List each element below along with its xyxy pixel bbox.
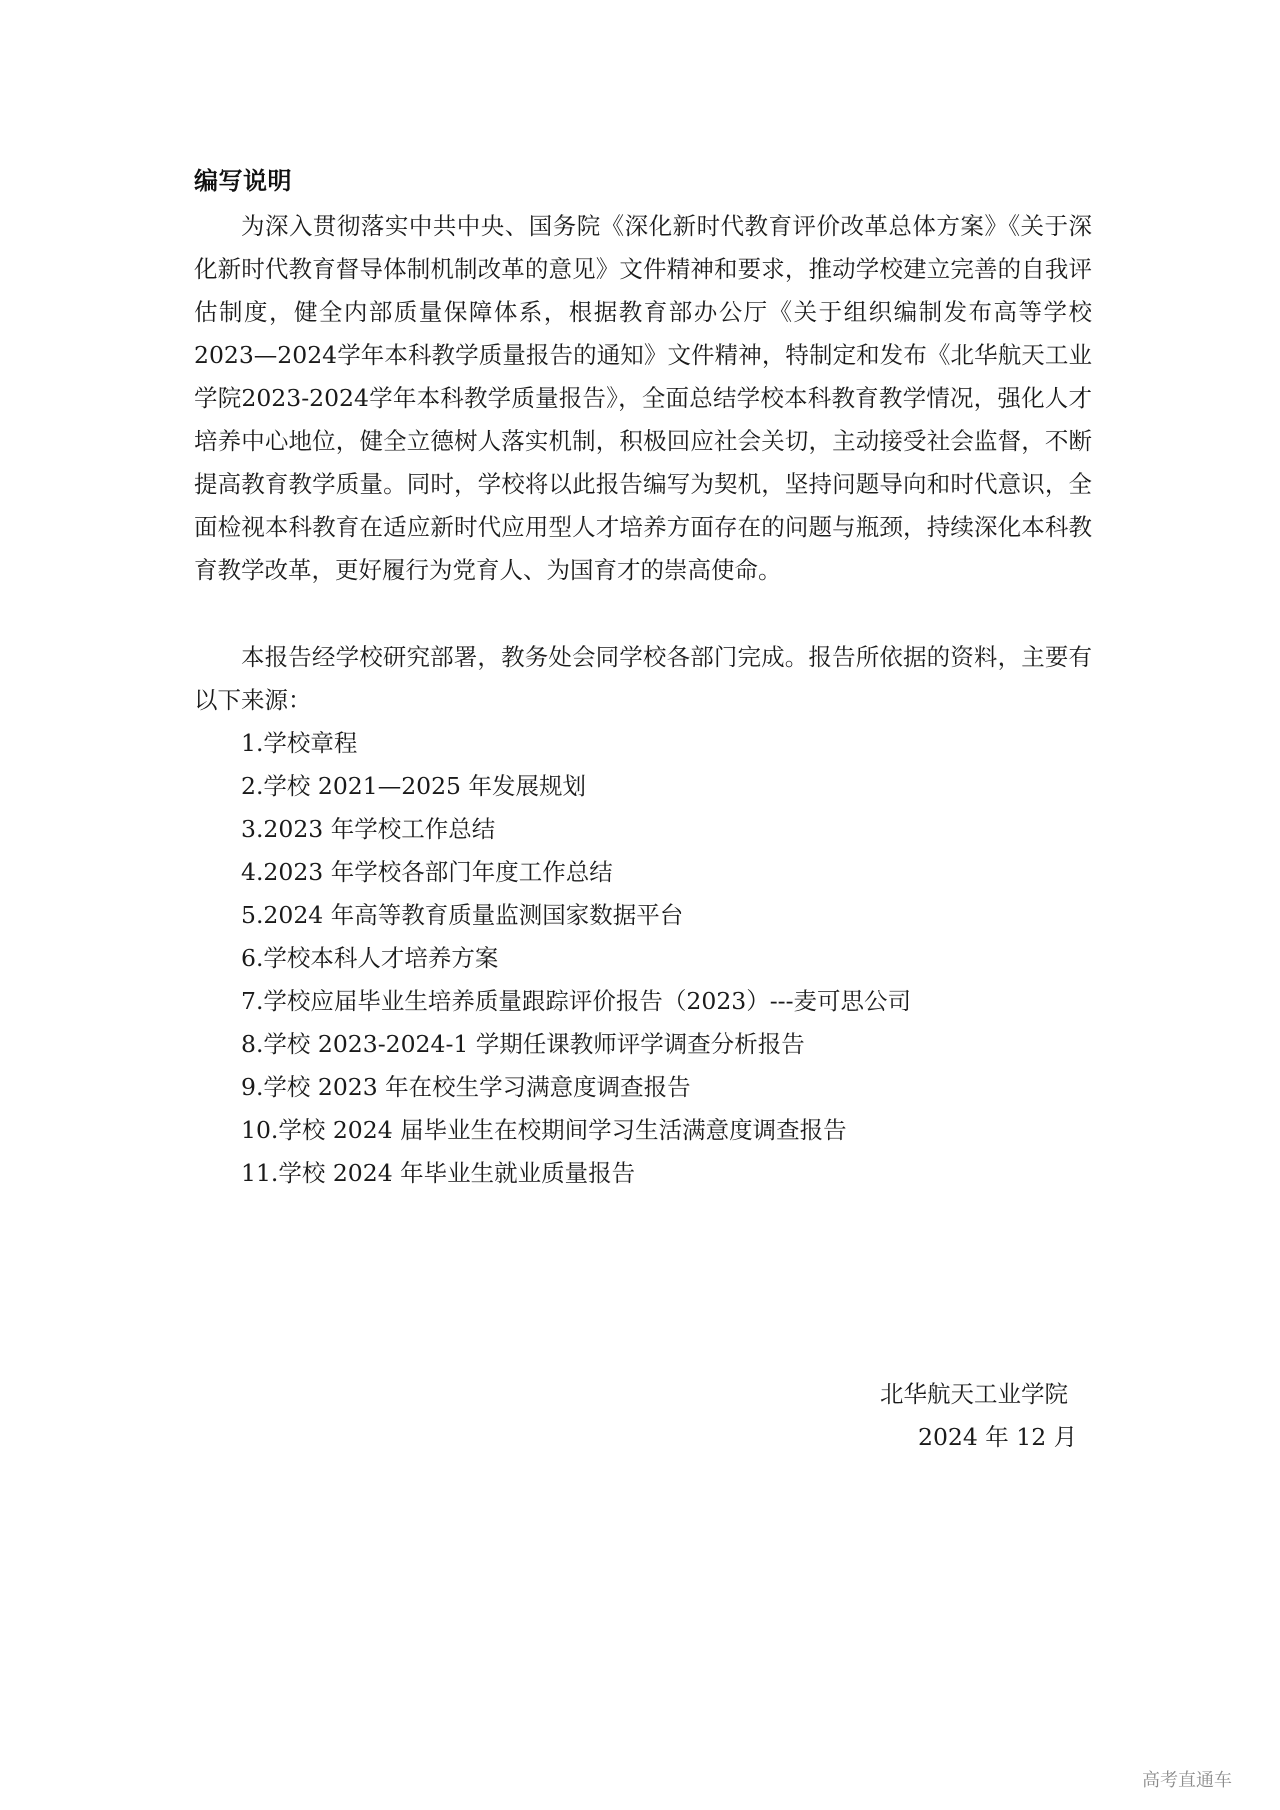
intro-paragraph: 为深入贯彻落实中共中央、国务院《深化新时代教育评价改革总体方案》《关于深化新时代教育督导体制机制改革的意见》文件精神和要求，推动学校建立完善的自我评估制度，健全内部质量保障体系，根据教育部办公厅《关于组织编制发布高等学校2023—2024学年本科教学质量报告的通知》文件精神，特制定和发布《北华航天工业学院2023-2024学年本科教学质量报告》，全面总结学校本科教育教学情况，强化人才培养中心地位，健全立德树人落实机制，积极回应社会关切，主动接受社会监督，不断提高教育教学质量。同时，学校将以此报告编写为契机，坚持问题导向和时代意识，全面检视本科教育在适应新时代应用型人才培养方面存在的问题与瓶颈，持续深化本科教育教学改革，更好履行为党育人、为国育才的崇高使命。 <box>194 212 1092 584</box>
signature-date: 2024 年 12 月 <box>918 1423 1078 1451</box>
list-item: 4.2023 年学校各部门年度工作总结 <box>241 858 613 886</box>
sources-intro-paragraph: 本报告经学校研究部署，教务处会同学校各部门完成。报告所依据的资料，主要有以下来源： <box>194 643 1092 714</box>
list-item: 2.学校 2021—2025 年发展规划 <box>241 772 586 800</box>
list-item: 5.2024 年高等教育质量监测国家数据平台 <box>241 901 684 929</box>
section-heading: 编写说明 <box>194 167 292 195</box>
sources-list <box>241 722 911 1195</box>
list-item: 1.学校章程 <box>241 729 358 757</box>
list-item: 7.学校应届毕业生培养质量跟踪评价报告（2023）---麦可思公司 <box>241 987 912 1015</box>
list-item: 8.学校 2023-2024-1 学期任课教师评学调查分析报告 <box>241 1030 805 1058</box>
list-item: 6.学校本科人才培养方案 <box>241 944 499 972</box>
watermark: 高考直通车 <box>1142 1770 1232 1791</box>
list-item: 11.学校 2024 年毕业生就业质量报告 <box>241 1159 636 1187</box>
list-item: 9.学校 2023 年在校生学习满意度调查报告 <box>241 1073 691 1101</box>
signature-institution: 北华航天工业学院 <box>880 1380 1068 1408</box>
list-item: 10.学校 2024 届毕业生在校期间学习生活满意度调查报告 <box>241 1116 847 1144</box>
list-item: 3.2023 年学校工作总结 <box>241 815 496 843</box>
